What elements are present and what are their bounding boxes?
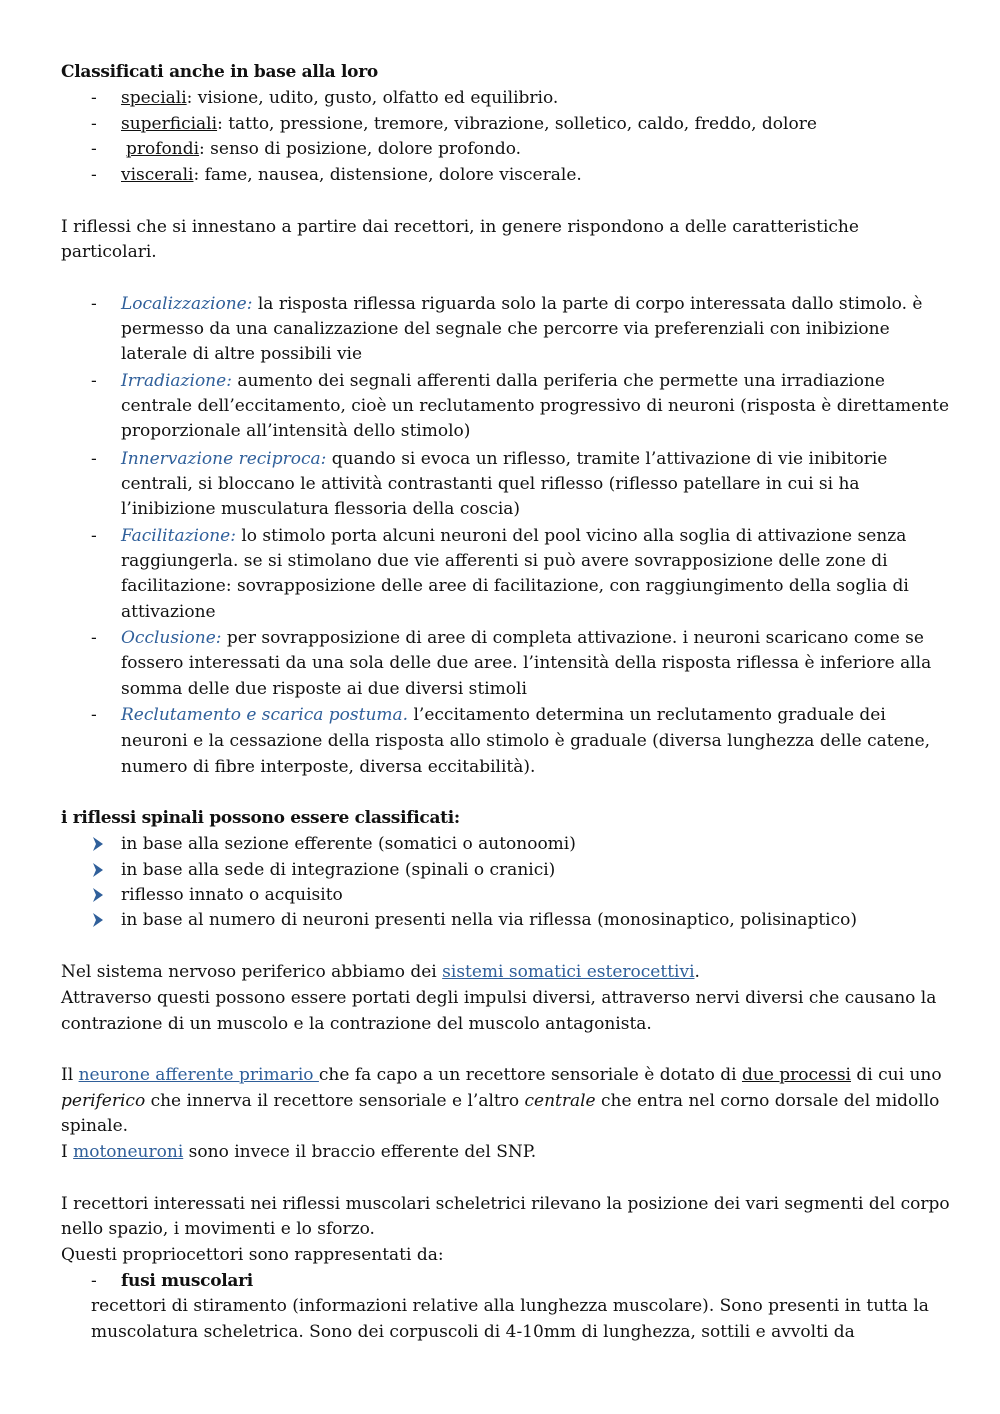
term-innervazione-reciproca: Innervazione reciproca: [121, 449, 327, 469]
chevron-right-icon [90, 862, 106, 878]
list-dash: - [91, 371, 97, 391]
property-line: proporzionale all’intensità dello stimolo) [121, 421, 471, 441]
property-line: permesso da una canalizzazione del segnale che percorre via preferenziali con inibizione [121, 319, 890, 339]
paragraph-line: Questi propriocettori sono rappresentati da: [61, 1245, 444, 1265]
paragraph-line: contrazione di un muscolo e la contrazione del muscolo antagonista. [61, 1014, 652, 1034]
property-text: la risposta riflessa riguarda solo la parte di corpo interessata dallo stimolo. è [252, 294, 923, 314]
property-line: somma delle due risposte ai due diversi stimoli [121, 679, 527, 699]
list-item-text: : visione, udito, gusto, olfatto ed equilibrio. [186, 88, 559, 108]
list-dash: - [91, 526, 97, 546]
property-line: attivazione [121, 602, 216, 622]
property-item-reclutamento [121, 703, 886, 728]
chevron-right-icon [90, 887, 106, 903]
heading-fusi-muscolari: fusi muscolari [121, 1271, 253, 1291]
paragraph-line: recettori di stiramento (informazioni relative alla lunghezza muscolare). Sono presenti in tutta la [91, 1296, 929, 1316]
list-item-text: : tatto, pressione, tremore, vibrazione, solletico, caldo, freddo, dolore [217, 114, 817, 134]
property-text: l’eccitamento determina un reclutamento graduale dei [408, 705, 886, 725]
term-irradiazione: Irradiazione: [121, 371, 232, 391]
link-sistemi-somatici-esterocettivi[interactable]: sistemi somatici esterocettivi [442, 962, 695, 982]
list-item [121, 86, 558, 111]
list-item [121, 163, 582, 188]
paragraph-line [61, 1140, 536, 1165]
text: . [694, 962, 700, 982]
paragraph-line: muscolatura scheletrica. Sono dei corpuscoli di 4-10mm di lunghezza, sottili e avvolti da [91, 1322, 855, 1342]
term-due-processi: due processi [741, 1065, 851, 1085]
property-line: centrali, si bloccano le attività contrastanti quel riflesso (riflesso patellare in cui si ha [121, 474, 860, 494]
term-superficiali: superficiali [121, 114, 218, 134]
text: che fa capo a un recettore sensoriale è dotato di [318, 1065, 742, 1085]
list-item-text: : fame, nausea, distensione, dolore viscerale. [193, 165, 582, 185]
term-periferico: periferico [61, 1091, 146, 1111]
text: I [61, 1142, 74, 1162]
paragraph-line [61, 960, 700, 985]
property-line: fossero interessati da una sola delle due aree. l’intensità della risposta riflessa è inferiore alla [121, 653, 932, 673]
text: Nel sistema nervoso periferico abbiamo dei [61, 962, 443, 982]
property-line: centrale dell’eccitamento, cioè un reclutamento progressivo di neuroni (risposta è direttamente [121, 396, 950, 416]
text: sono invece il braccio efferente del SNP. [183, 1142, 537, 1162]
property-item-innervazione [121, 447, 887, 472]
term-reclutamento: Reclutamento e scarica postuma. [121, 705, 409, 725]
property-line: l’inibizione musculatura flessoria della coscia) [121, 499, 521, 519]
paragraph-line: I riflessi che si innestano a partire dai recettori, in genere rispondono a delle caratteristiche [61, 217, 859, 237]
property-text: aumento dei segnali afferenti dalla periferia che permette una irradiazione [231, 371, 885, 391]
list-item: in base al numero di neuroni presenti nella via riflessa (monosinaptico, polisinaptico) [121, 910, 857, 930]
paragraph-line [61, 1063, 942, 1088]
property-item-occlusione [121, 626, 924, 651]
link-neurone-afferente-primario[interactable]: neurone afferente primario [78, 1065, 319, 1085]
term-profondi: profondi [126, 139, 200, 159]
list-dash: - [91, 294, 97, 314]
property-text: lo stimolo porta alcuni neuroni del pool vicino alla soglia di attivazione senza [235, 526, 907, 546]
list-dash: - [91, 628, 97, 648]
list-dash: - [91, 449, 97, 469]
list-dash: - [91, 165, 97, 185]
property-line: facilitazione: sovrapposizione delle aree di facilitazione, con raggiungimento della soglia di [121, 576, 909, 596]
property-item-irradiazione [121, 369, 885, 394]
list-dash: - [91, 88, 97, 108]
list-dash: - [91, 139, 97, 159]
list-item: riflesso innato o acquisito [121, 885, 343, 905]
property-item-localizzazione [121, 292, 923, 317]
list-item [126, 137, 521, 162]
list-item: in base alla sezione efferente (somatici o autonoomi) [121, 834, 576, 854]
text: Il [61, 1065, 79, 1085]
text: che innerva il recettore sensoriale e l’altro [145, 1091, 525, 1111]
term-centrale: centrale [524, 1091, 596, 1111]
link-motoneuroni[interactable]: motoneuroni [73, 1142, 184, 1162]
term-localizzazione: Localizzazione: [121, 294, 253, 314]
text: di cui uno [851, 1065, 942, 1085]
list-dash: - [91, 1271, 97, 1291]
chevron-right-icon [90, 836, 106, 852]
property-line: laterale di altre possibili vie [121, 344, 363, 364]
section-heading-spinal-reflexes: i riflessi spinali possono essere classificati: [61, 808, 460, 828]
term-speciali: speciali [121, 88, 187, 108]
list-item-text: : senso di posizione, dolore profondo. [199, 139, 522, 159]
property-item-facilitazione [121, 524, 906, 549]
text: che entra nel corno dorsale del midollo [595, 1091, 940, 1111]
list-dash: - [91, 114, 97, 134]
paragraph-line: I recettori interessati nei riflessi muscolari scheletrici rilevano la posizione dei vari segmenti del corpo [61, 1194, 950, 1214]
property-text: per sovrapposizione di aree di completa attivazione. i neuroni scaricano come se [221, 628, 924, 648]
section-heading-receptors: Classificati anche in base alla loro [61, 62, 378, 82]
property-line: raggiungerla. se si stimolano due vie afferenti si può avere sovrapposizione delle zone di [121, 551, 888, 571]
term-viscerali: viscerali [121, 165, 194, 185]
list-item [121, 112, 817, 137]
property-line: neuroni e la cessazione della risposta allo stimolo è graduale (diversa lunghezza delle catene, [121, 731, 931, 751]
property-text: quando si evoca un riflesso, tramite l’attivazione di vie inibitorie [326, 449, 888, 469]
paragraph-line: nello spazio, i movimenti e lo sforzo. [61, 1219, 375, 1239]
list-dash: - [91, 705, 97, 725]
paragraph-line [61, 1089, 939, 1114]
paragraph-line: spinale. [61, 1116, 129, 1136]
chevron-right-icon [90, 912, 106, 928]
property-line: numero di fibre interposte, diversa eccitabilità). [121, 757, 536, 777]
paragraph-line: particolari. [61, 242, 157, 262]
term-facilitazione: Facilitazione: [121, 526, 236, 546]
list-item: in base alla sede di integrazione (spinali o cranici) [121, 860, 556, 880]
term-occlusione: Occlusione: [121, 628, 222, 648]
paragraph-line: Attraverso questi possono essere portati degli impulsi diversi, attraverso nervi diversi che causano la [61, 988, 937, 1008]
